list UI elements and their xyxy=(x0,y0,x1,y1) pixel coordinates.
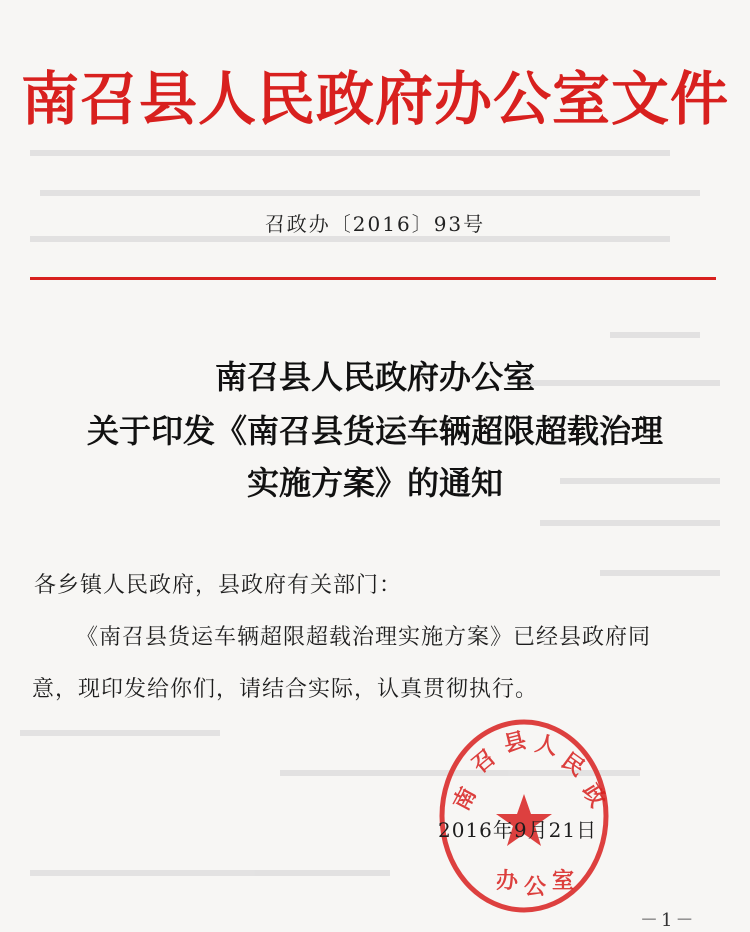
notice-title-line-2: 关于印发《南召县货运车辆超限超载治理 xyxy=(86,412,663,450)
salutation: 各乡镇人民政府，县政府有关部门： xyxy=(34,573,403,598)
svg-text:人: 人 xyxy=(532,730,560,761)
svg-text:政: 政 xyxy=(576,779,611,812)
header-red-rule xyxy=(30,277,716,280)
document-number: 召政办〔2016〕93号 xyxy=(264,212,486,236)
page-number: －1－ xyxy=(640,910,697,931)
svg-text:南: 南 xyxy=(448,783,482,815)
notice-title-line-1: 南召县人民政府办公室 xyxy=(214,358,535,396)
svg-text:室: 室 xyxy=(552,868,575,894)
body-paragraph-line-2: 意，现印发给你们，请结合实际，认真贯彻执行。 xyxy=(32,677,539,702)
svg-text:民: 民 xyxy=(556,747,590,782)
svg-text:召: 召 xyxy=(467,744,501,779)
svg-text:公: 公 xyxy=(524,874,547,900)
body-paragraph-line-1: 《南召县货运车辆超限超载治理实施方案》已经县政府同 xyxy=(76,625,652,650)
svg-text:办: 办 xyxy=(496,868,519,894)
document-header-title: 南召县人民政府办公室文件 xyxy=(20,65,729,133)
issue-date: 2016年9月21日 xyxy=(438,818,598,842)
notice-title-line-3: 实施方案》的通知 xyxy=(246,464,503,502)
svg-text:县: 县 xyxy=(501,727,529,758)
